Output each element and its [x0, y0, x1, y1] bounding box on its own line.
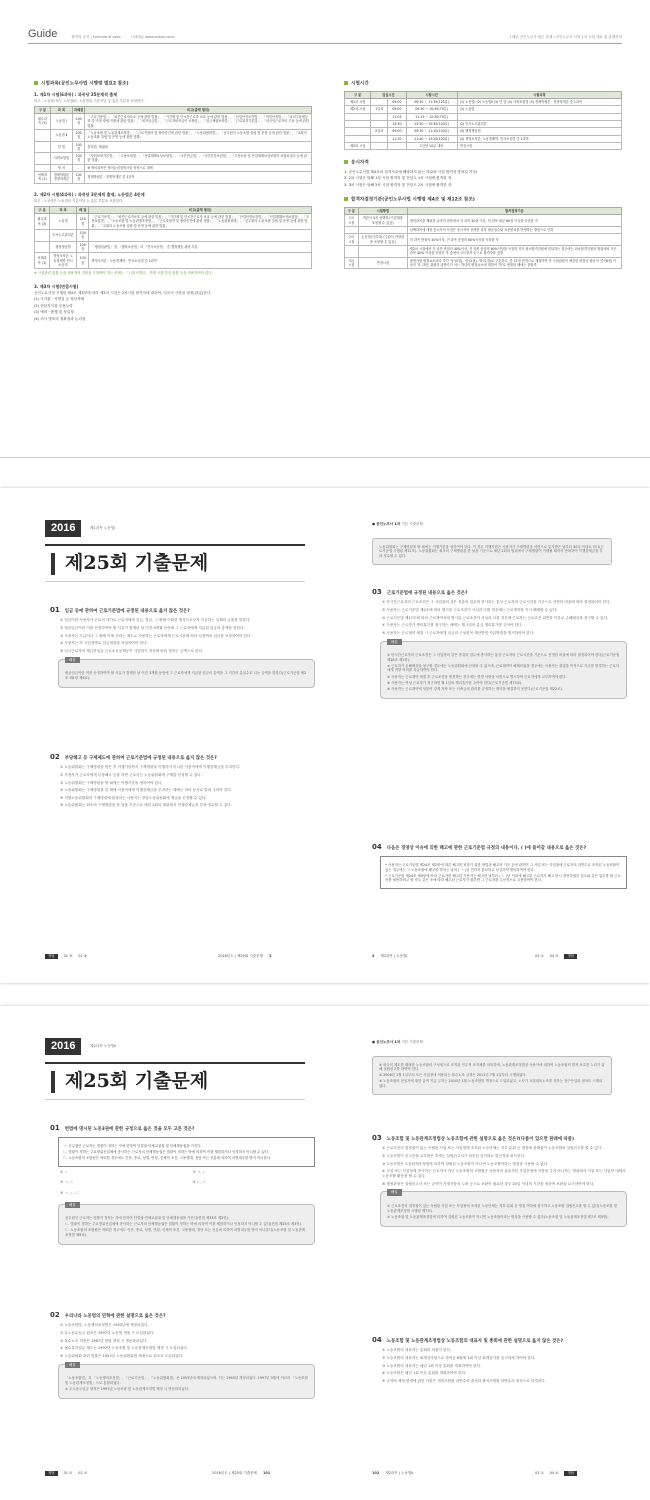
chapter-title-box [45, 1062, 305, 1100]
page-footer: 정답 01 ① 02 ① [45, 1471, 87, 1476]
square-bullet-icon [344, 160, 348, 164]
table-cell: 객관식 5지 선택형 (기입형을 포함할 수 있음) [358, 215, 407, 227]
answer-option: ① ㄱ [60, 1170, 68, 1175]
continued-explanation: 노동위원회는 구제명령을 할 때에는 이행기한을 정하여야 한다. 이 경우 이행기한은 사용자가 구제명령을 서면으로 통지받은 날부터 30일 이내로 한다(근로기준법 시행령 제11조). 노동위원회는 최초의 구제명령을 한 날을 기준으로 매년 2회의 범위에서 구제명령이 이행될 때까지 반복하여 이행강제금을 부과·징수할 수 있다. [372, 538, 612, 565]
square-bullet-icon [34, 81, 38, 85]
table-cell: 경영조직론 노동경제학 민사소송법 [50, 253, 77, 269]
table-cell [371, 142, 388, 149]
answer-option: ④ 사용자는 근로자가 생리휴가를 청구하는 때에는 월 1일의 유급 생리휴가를 주어야 한다. [382, 623, 523, 628]
page-title: 제25회 기출문제 [65, 1069, 209, 1092]
page-title: 제25회 기출문제 [65, 551, 209, 574]
table-cell: 경영조직론 · 노동경제학 · 민사소송법 중 1과목 [89, 253, 312, 269]
square-bullet-icon [344, 197, 348, 201]
answer-footer: 03 ① 04 ⑤ 정답 [535, 954, 577, 959]
explanation-box: 해설 ① 단시간근로자의 근로조건은 그 사업장의 같은 종류의 업무에 종사하는 통상 근로자의 근로시간을 기준으로 산정한 비율에 따라 결정되어야 한다(근로기준법 제18조 제1항). ② 근로자가 손해배상을 청구할 경우에는 노동위원회에 신청할 수 있으며, 근로계약이 해제되었을 경우에는 사용자는 취업을 목적으로 거주를 변경하는 근로자에게 귀향 여비를 지급하여야 한다. ③ 사용자는 근로계약 체결 후 근로조건을 변경하는 경우에는 변경 사항을 서면으로 명시하여 근로자에게 교부하여야 한다. ④ 사용자는 여성 근로자가 청구하면 월 1일의 생리휴가를 주어야 한다(근로기준법 제73조). ⑤ 사용자는 근로계약에 덧붙여 강제 저축 또는 저축금의 관리를 규정하는 계약을 체결하지 못한다(근로기준법 제22조). [380, 641, 627, 699]
table-cell: 각 과목 만점의 40%이상, 전 과목 총점의 60%이상을 득점한 자 [407, 234, 621, 246]
table-cell: 3차 시험 [345, 257, 359, 269]
answer-option: ④ 필수유지업무 제도는 1997년 노동조합 및 노동관계조정법 제정 시 도입되었다. [60, 1346, 188, 1351]
table-cell [358, 245, 407, 257]
answer-option: ③ 노동위원회는 구제명령을 할 때에는 이행기한을 정하여야 한다. [60, 780, 163, 785]
explanation-line: ③ 외국의 제도를 제외한 노동조합의 구성원으로 조직된 민주적 조직체를 의미하며, 노동관계조정법상 사용자에 대하여 노동조합의 법적 보호를 누리기 위해 설립신고를 하여야 한다. [379, 1062, 605, 1072]
list-item: (4) 의사 발표의 정확성과 논리성 [34, 316, 86, 321]
question: 01 헌법에 명시된 노동3권에 관한 규정으로 옳은 것을 모두 고른 것은? ㄱ. 공무원인 근로자는 법률이 정하는 자에 한하여 단결권·단체교섭권 및 단체행동권을 가진다. ㄴ. 법률이 정하는 주요방위산업체에 종사하는 근로자의 단체행동권은 법률이 정하는 바에 의하여 이를 제한하거나 인정하지 아니할 수 있다. ㄷ. 노동조합의 조합원은 어떠한 경우에도 인종, 종교, 성별, 연령, 신체적 조건, 고용형태, 정당 또는 신분에 의하여 차별대우를 받지 아니한다. ① ㄱ ② ㄱ, ㄴ ③ ㄱ, ㄷ ④ ㄴ, ㄷ ⑤ ㄱ, ㄴ, ㄷ 해설 공무원인 근로자는 법률이 정하는 자에 한하여 단결권·단체교섭권 및 단체행동권을 가진다(헌법 제33조 제2항). ㄴ. 법률이 정하는 주요방위산업체에 종사하는 근로자의 단체행동권은 법률이 정하는 바에 의하여 이를 제한하거나 인정하지 아니할 수 있다(헌법 제33조 제3항). ㄷ. 노동조합의 조합원은 어떠한 경우에도 인종, 종교, 성별, 연령, 신체적 조건, 고용형태, 정당 또는 신분에 의하여 차별대우를 받지 아니한다(노동조합 및 노동관계조정법 제9조). [50, 1124, 315, 1245]
answer-option: ③ ㄱ, ㄷ [60, 1180, 74, 1185]
table-cell: 1일차 [371, 106, 388, 113]
table-cell: 선택과목 (1) [35, 253, 50, 269]
guide-page [0, 0, 650, 458]
header-right: I 매년 공인노무사 최근 출제 I 공인노무사 시험 1차 시험 개요 및 출제경향 [509, 35, 622, 40]
table-header-cell: 입실시간 [371, 91, 406, 98]
table-cell: 「노동조합 및 노동관계조정법」, 「근로자참여 및 협력증진에 관한 법률」, 「노동위원회법」, 「공무원의 노동조합 설립 및 운영 등에 관한 법률」, 「교원의 노동조합 설립 및 운영 등에 관한 법률」 [85, 129, 312, 141]
table-cell: 100점 [72, 172, 85, 184]
table-header-cell: 배 점 [77, 206, 89, 213]
box-line: ㄱ. 공무원인 근로자는 법률이 정하는 자에 한하여 단결권·단체교섭권 및 단체행동권을 가진다. [63, 1143, 202, 1148]
running-header: ● 공인노무사 1차 기본 기출문제 [372, 522, 423, 526]
subject-label: 제1과목 노동법Ⅰ [90, 526, 116, 530]
list-item: (2) 전문지식과 응용능력 [34, 303, 73, 308]
qualification-list [344, 170, 622, 188]
table-cell [371, 113, 388, 120]
table-cell: 2일차 [371, 128, 388, 135]
answer-option: ⑤ 지방노동위원회의 구제명령에 불복하는 사용자는 중앙노동위원회에 재심을 신청할 수 있다. [60, 795, 207, 800]
explanation-line: ② 근로자가 손해배상을 청구할 경우에는 노동위원회에 신청할 수 있으며, 근로계약이 해제되었을 경우에는 사용자는 취업을 목적으로 거주를 변경하는 근로자에게 귀향 여비를 지급하여야 한다. [387, 663, 620, 673]
explanation-line: ③ 노동조합 및 노동관계조정법에 의하여 설립된 노동조합이 아니면 노동조합이라는 명칭을 사용할 수 없다(노동조합 및 노동관계조정법 제7조 제3항). [387, 1214, 609, 1219]
answer-option: ③ 노동조합의 대표자는 매년 1회 이상 총회를 개최하여야 한다. [382, 1363, 482, 1368]
table-cell: 노동법 [50, 214, 77, 230]
interview-criteria-list [34, 297, 312, 321]
table-cell: 면접시험 [457, 142, 621, 149]
table-cell: 선택과목 (1) [35, 172, 51, 184]
footer-title: 2016년도 | 제25회 기출문제 101 [212, 1471, 271, 1476]
table-header-cell: 과배점 [74, 107, 84, 112]
exam-page-2 [0, 1006, 650, 1500]
table-header-cell: 비고(출제 범위) [85, 106, 312, 113]
question: 02 우리나라 노동법의 연혁에 관한 설명으로 옳은 것은? ① 노동조합법, 노동쟁의조정법은 1953년에 제정되었다. ② 무노동무임금 원칙은 1997년 노동법 개정 시 도입되었다. ③ 복수노조 허용은 1987년 헌법 개정 시 명문화되었다. ④ 필수유지업무 제도는 1997년 노동조합 및 노동관계조정법 제정 시 도입되었다. ⑤ 노동위원회 관련 법률은 1953년 노동위원회법 제정으로 최초로 도입되었다. 해설 「노동조합법」과 「노동쟁의조정법」, 「근로기준법」, 「노동위원회법」은 1953년에 제정되었으며, 이는 1963년 개정되었다. 1997년 3월에 이르러 「노동조합 및 노동관계조정법」으로 통합되었다. ② 무노동무임금 원칙은 1997년 노동조합 및 노동관계조정법 제정 시 명문화되었다. [50, 1311, 315, 1399]
subsection-heading: 3. 제3차 시험(면접시험) [34, 283, 79, 289]
question: 04 노동조합 및 노동관계조정법상 노동조합의 대표자 및 총회에 관한 설명으로 옳지 않은 것은? ① 노동조합의 대표자는 총회의 의장이 된다. ② 노동조합의 대표자는 회계감사원으로 하여금 6월에 1회 이상 회계감사를 실시하게 하여야 한다. ③ 노동조합의 대표자는 매년 1회 이상 총회를 개최하여야 한다. ④ 노동조합은 매년 1회 이상 총회를 개최하여야 한다. ⑤ 규약의 제정·변경에 관한 사항은 재적조합원 과반수의 출석과 출석조합원 과반수의 찬성으로 의결한다. [372, 1336, 627, 1386]
table-cell: 11:05 [388, 113, 406, 120]
table-row [35, 214, 312, 230]
section-heading: 합격자결정기준(공인노무사법 시행령 제4조 및 제12조 참조) [344, 197, 622, 204]
explanation-line: ⑤ 사용자는 근로계약에 덧붙여 강제 저축 또는 저축금의 관리를 규정하는 계약을 체결하지 못한다(근로기준법 제22조). [387, 686, 563, 691]
answer-option: ① 노동조합법, 노동쟁의조정법은 1953년에 제정되었다. [60, 1323, 149, 1328]
guide-title: Guide [28, 28, 58, 41]
explanation-line: ㄷ. 노동조합의 조합원은 어떠한 경우에도 인종, 종교, 성별, 연령, 신체적 조건, 고용형태, 정당 또는 신분에 의하여 차별대우를 받지 아니한다(노동조합 및 노동관계조정법 제9조). [65, 1228, 306, 1237]
table-cell: 노동법 Ⅱ [50, 129, 72, 141]
table-cell: 「행정심판법」 및 「행정소송법」과 「민사소송법」 중 행정쟁송 관련 부분 [89, 241, 312, 253]
table-row [35, 172, 312, 184]
table-cell: 영 어 [50, 164, 72, 171]
table-cell [371, 99, 388, 106]
answer-option: ② 무노동무임금 원칙은 1997년 노동법 개정 시 도입되었다. [60, 1330, 155, 1335]
question-box [380, 856, 627, 889]
note: 비고 : 노동법Ⅰ 또는 노동법Ⅱ는 노동법의 기본이념 등 총론 부분을 포함한다. [34, 99, 145, 104]
explanation-line: ⑤ 노동조합의 전임자에 대한 급여 지급 금지는 2010년 1월 노동조합법 개정으로 도입되었고, 노사가 교섭대표노조를 정하는 창구단일화 절차도 시행되었다. [379, 1079, 603, 1088]
table-cell: 사회보험법 [50, 153, 72, 165]
answer-option: ③ 복수노조 허용은 1987년 헌법 개정 시 명문화되었다. [60, 1338, 148, 1343]
table-header-cell: 구 분 [345, 91, 371, 98]
question: 02 부당해고 등 구제제도에 관하여 근로기준법에 규정된 내용으로 옳지 않은 것은? ① 노동위원회는 구제명령을 받은 후 이행기한까지 구제명령을 이행하지 아니한 사용자에게 이행강제금을 부과한다. ② 사용자가 근로자에게 부당해고 등을 하면 근로자는 노동위원회에 구제를 신청할 수 있다. ③ 노동위원회는 구제명령을 할 때에는 이행기한을 정하여야 한다. ④ 노동위원회는 구제명령을 한 때에 사용자에게 이행강제금을 부과하는 때에는 미리 문서로 알려 주어야 한다. ⑤ 지방노동위원회의 구제명령에 불복하는 사용자는 중앙노동위원회에 재심을 신청할 수 있다. ⑥ 노동위원회는 최초의 구제명령을 한 날을 기준으로 매년 2회의 범위에서 이행강제금을 부과·징수할 수 있다. [50, 753, 315, 811]
table-row [35, 229, 312, 241]
explanation-line: ㄴ. 법률이 정하는 주요방위산업체에 종사하는 근로자의 단체행동권은 법률이 정하는 바에 의하여 이를 제한하거나 인정하지 아니할 수 있다(헌법 제33조 제3항). [65, 1222, 303, 1227]
note: ※ 시험관련 법률 등을 적용하여 정답을 구하여야 하는 문제는 「시험시행일」 현재 시행 중인 법률 등을 적용하여야 한다. [34, 271, 213, 276]
answer-option: ① 임금이란 사용자가 근로의 대가로 근로자에게 임금, 봉급, 그 밖에 어떠한 명칭으로든지 지급하는 일체의 금품을 말한다. [60, 618, 251, 623]
table-cell: - [72, 164, 85, 171]
table-cell: 150점 [77, 214, 89, 230]
note: 비고 : 노동법은 노동법의 기본이념 등 총론 부분을 포함한다. [34, 199, 124, 204]
answer-option: ⑤ 노동위원회 관련 법률은 1953년 노동위원회법 제정으로 최초로 도입되었다. [60, 1353, 184, 1358]
subsection-heading: 2. 제2차 시험(4과목) : 과목당 3문제씩 출제, 노동법은 4문제 [34, 191, 145, 197]
table-cell: 2차 시험 [345, 234, 359, 246]
box-line: ㄴ. 법률이 정하는 주요방위산업체에 종사하는 근로자의 단체행동권은 법률이 정하는 바에 의하여 이를 제한하거나 인정하지 아니할 수 있다. [63, 1150, 270, 1155]
year-badge: 2016 [45, 520, 81, 537]
answer-option: ⑤ 규약의 제정·변경에 관한 사항은 재적조합원 과반수의 출석과 출석조합원 과반수의 찬성으로 의결한다. [382, 1378, 546, 1383]
answer-option: ⑤ 행정관청은 설립신고서 또는 규약이 기재사항의 누락 등으로 보완이 필요한 경우 20일 이내의 기간을 정하여 보완을 요구하여야 한다. [382, 1181, 595, 1186]
page-number: 101 [262, 1471, 271, 1476]
table-cell: 선택과목에 대한 응시자의 득점은 응시자의 선택한 과목 평균점수와 표준편차를 반영하는 방법으로 산정 [407, 227, 621, 234]
answer-option: ④ 사용자는 각 사업장별로 임금대장을 작성하여야 한다. [60, 641, 148, 646]
continued-explanation [372, 1056, 612, 1095]
table-cell: 노동법 Ⅰ [50, 113, 72, 129]
table-cell: 제3차 시험 [345, 142, 371, 149]
table-header-cell: 구 분 [345, 208, 359, 215]
explanation-line: ① 근로조건의 결정권이 있는 독립된 사업 또는 사업장에 조직된 노동단체는 지부·분회 등 명칭 여하에 불구하고 노동조합 설립신고를 할 수 있다(노동조합 및 노동관계조정법 시행령 제7조). [387, 1203, 618, 1213]
table-cell: 100점 [72, 113, 85, 129]
running-header: ● 공인노무사 1차 기본 기출문제 [372, 1040, 423, 1044]
answer-option: ② 사용자가 근로자에게 부당해고 등을 하면 근로자는 노동위원회에 구제를 신청할 수 있다. [60, 772, 202, 777]
table-cell [345, 128, 371, 135]
table-header-cell: 구 분 [35, 206, 50, 213]
explanation-tag: 해설 [65, 657, 80, 664]
table-cell: 평정사항 평정요소마다 각각 '상'(3점), '중'(2점), '하'(1점)로 구분하고, 총 12점 만점으로 채점하여 각 시험위원이 채점한 평점의 평균이 '중'(8점) 이상인 자. 다만, 위원의 과반수가 어느 하나의 평정요소에 대하여 '하'로 평정한 때에는 불합격 [407, 257, 621, 269]
table-cell [371, 135, 388, 142]
table-cell: 09:30 ~ 10:45(75분) [406, 106, 457, 113]
answer-option: ② 사용자는 근로기준법 제2조에 따라 명시된 근로조건이 사실과 다를 경우에는 근로계약을 즉시 해제할 수 있다. [382, 607, 558, 612]
table-cell: 제2차 시험 [345, 106, 371, 113]
table-cell [89, 229, 312, 241]
table-row [35, 113, 312, 129]
answer-option: ② 노동조합의 대표자는 회계감사원으로 하여금 6월에 1회 이상 회계감사를 실시하게 하여야 한다. [382, 1355, 536, 1360]
answer-option: ④ 사업 또는 사업장에 종사하는 근로자가 아닌 노동조합의 조합원은 사용자의 효율적인 사업운영에 지장을 주지 아니하는 범위에서 사업 또는 사업장 내에서 노동조합 활동을 할 수 있다. [382, 1169, 626, 1178]
table-row [345, 106, 622, 113]
table-cell [345, 227, 359, 234]
table-cell: ※ 영어과목은 영어능력검정시험 성적으로 대체 [85, 164, 312, 171]
table-cell [35, 229, 50, 241]
answer-option: ⑥ 노동위원회는 최초의 구제명령을 한 날을 기준으로 매년 2회의 범위에서 이행강제금을 부과·징수할 수 있다. [60, 803, 232, 808]
page-footer: 정답 01 ⑤ 02 ⑥ [45, 954, 87, 959]
answer-option: ① 근로조건의 결정권이 없는 독립된 사업 또는 사업장에 조직된 노동단체는 지부·분회 등 명칭에 관계없이 노동조합의 설립신고를 할 수 있다. [382, 1146, 603, 1151]
table-cell: 09:00 [388, 128, 406, 135]
table-row [35, 253, 312, 269]
table-cell [358, 227, 407, 234]
table-cell: 100점 [72, 153, 85, 165]
table-cell: 「사회보장기본법」, 「고용보험법」, 「산업재해보상보험법」, 「국민연금법」, 「국민건강보험법」, 「고용보험 및 산업재해보상보험의 보험료징수 등에 관한 법률」 [85, 153, 312, 165]
table-cell: 09:30 ~ 11:35(125분) [406, 99, 457, 106]
table-row [35, 153, 312, 165]
table-cell: 총칙편, 채권편 [85, 141, 312, 153]
section-heading: 시험시간 [344, 81, 622, 88]
table-cell: 영어과목을 제외한 나머지 과목에서 각 과목 40점 이상, 전 과목 평균 60점 이상을 득점한 자 [407, 215, 621, 227]
subjects-table-1 [34, 106, 312, 184]
answer-option: ② ㄱ, ㄴ [192, 1170, 207, 1175]
answer-option: ② 노동조합이 신고증을 교부받은 후에는 설립신고서가 잘못된 것이라도 법인격을 취득한다. [382, 1153, 526, 1158]
table-cell: 경제학원론 경영학개론 [50, 172, 72, 184]
table-cell: 100점 [72, 129, 85, 141]
table-cell: (1) 노동법Ⅰ (2) 노동법Ⅱ (3) 민 법 (4) 사회보험법 (5) 경제학원론 · 경영학개론 중 1과목 [457, 99, 621, 106]
page-number: 3 [268, 954, 272, 959]
table-cell: (3) 행정쟁송법 [457, 128, 621, 135]
table-cell: 11:15 ~ 12:30(75분) [406, 113, 457, 120]
table-row [345, 227, 622, 234]
pass-criteria-table [344, 207, 622, 269]
explanation-line: 공무원인 근로자는 법률이 정하는 자에 한하여 단결권·단체교섭권 및 단체행동권을 가진다(헌법 제33조 제2항). [65, 1216, 229, 1221]
table-cell [345, 113, 371, 120]
table-row [345, 120, 622, 127]
square-bullet-icon [344, 81, 348, 85]
page-footer: 4 제1과목 | 노동법Ⅰ [372, 954, 408, 959]
table-header-cell: 시험방법 [358, 208, 407, 215]
list-item: 3. 3차 시험은 당해 2차 시험 합격자 및 전년도 2차 시험에 합격한 자 [344, 182, 452, 187]
table-header-cell: 시험과목 [457, 91, 621, 98]
answer-option: ③ 노동조합은 노동관계조정법에 의하여 설립된 노동조합이 아니면 노동조합이라는 명칭을 사용할 수 없다. [382, 1161, 549, 1166]
answer-footer: 03 ① 04 ④ 정답 [535, 1471, 577, 1476]
exam-page-1 [0, 488, 650, 983]
explanation-box: 해설 공무원인 근로자는 법률이 정하는 자에 한하여 단결권·단체교섭권 및 단체행동권을 가진다(헌법 제33조 제2항). ㄴ. 법률이 정하는 주요방위산업체에 종사하는 근로자의 단체행동권은 법률이 정하는 바에 의하여 이를 제한하거나 인정하지 아니할 수 있다(헌법 제33조 제3항). ㄷ. 노동조합의 조합원은 어떠한 경우에도 인종, 종교, 성별, 연령, 신체적 조건, 고용형태, 정당 또는 신분에 의하여 차별대우를 받지 아니한다(노동조합 및 노동관계조정법 제9조). [58, 1204, 315, 1245]
explanation-line: ③ 사용자는 근로계약 체결 후 근로조건을 변경하는 경우에는 변경 사항을 서면으로 명시하여 근로자에게 교부하여야 한다. [387, 674, 567, 679]
table-cell [345, 120, 371, 127]
answer-option: ① 노동위원회는 구제명령을 받은 후 이행기한까지 구제명령을 이행하지 아니한 사용자에게 이행강제금을 부과한다. [60, 765, 241, 770]
explanation-line: ④ 사용자는 여성 근로자가 청구하면 월 1일의 생리휴가를 주어야 한다(근로기준법 제73조). [387, 680, 523, 685]
answer-option: ④ ㄴ, ㄷ [192, 1180, 207, 1185]
table-row [345, 128, 622, 135]
table-header-cell: 비고(출제 범위) [89, 206, 312, 213]
table-row [345, 257, 622, 269]
table-row [345, 234, 622, 246]
table-cell: 제1차 시험 [345, 99, 371, 106]
table-cell: 필수과목 (3) [35, 214, 50, 230]
list-item: (3) 예의 · 품행 및 성실성 [34, 310, 74, 315]
table-cell: 경제학원론 · 경영학개론 중 1과목 [85, 172, 312, 184]
explanation-box: 해설 「노동조합법」과 「노동쟁의조정법」, 「근로기준법」, 「노동위원회법」은 1953년에 제정되었으며, 이는 1963년 개정되었다. 1997년 3월에 이르러 「노동조합 및 노동관계조정법」으로 통합되었다. ② 무노동무임금 원칙은 1997년 노동조합 및 노동관계조정법 제정 시 명문화되었다. [58, 1364, 315, 1399]
answer-option: ② 평균임금이란 이를 산정하여야 할 사유가 발생한 날 이전 3개월 동안에 그 근로자에게 지급된 임금의 총액을 말한다. [60, 625, 245, 630]
page-footer: 102 제2과목 | 노동법Ⅱ [372, 1471, 413, 1476]
table-cell: 「근로기준법」, 「파견근로자보호 등에 관한 법률」, 「기간제 및 단시간근로자 보호 등에 관한 법률」, 「산업안전보건법」, 「산업재해보상보험법」, 「고용보험법」, 「노동조합 및 노동관계조정법」, 「근로자참여 및 협력증진에 관한 법률」, 「노동위원회법」, 「공무원의 노동조합 설립 및 운영 등에 관한 법률」, 「교원의 노동조합 설립 및 운영 등에 관한 법률」 [89, 214, 312, 230]
question: 01 임금 등에 관하여 근로기준법에 규정된 내용으로 옳지 않은 것은? ① 임금이란 사용자가 근로의 대가로 근로자에게 임금, 봉급, 그 밖에 어떠한 명칭으로든지 지급하는 일체의 금품을 말한다. ② 평균임금이란 이를 산정하여야 할 사유가 발생한 날 이전 3개월 동안에 그 근로자에게 지급된 임금의 총액을 말한다. ③ 사용자는 도급이나 그 밖에 이에 준하는 제도로 사용하는 근로자에게 근로시간에 따라 일정액의 임금을 보장하여야 한다. ④ 사용자는 각 사업장별로 임금대장을 작성하여야 한다. ⑤ 임금근로자의 재금한임금 근로소득공제등이 사업하기 적정에 따라 정하는 금액으로 한다. 해설 평균임금이란 이를 산정하여야 할 사유가 발생한 날 이전 3개월 동안에 그 근로자에게 지급된 임금의 총액을 그 기간의 총일수로 나눈 금액을 말한다(근로기준법 제2조 제1항 제6호). [50, 606, 315, 688]
table-row [35, 164, 312, 171]
table-row [345, 135, 622, 142]
table-cell [35, 153, 51, 165]
answer-option: ③ 근로기준법 제17조에 따라 근로계약서에 명시된 근로조건이 사실과 다를 경우에 근로자는 근로조건 위반을 이유로 손해배상을 청구할 수 있다. [382, 615, 609, 620]
table-row [345, 215, 622, 227]
explanation-line: 「노동조합법」과 「노동쟁의조정법」, 「근로기준법」, 「노동위원회법」은 1953년에 제정되었으며, 이는 1963년 개정되었다. 1997년 3월에 이르러 「노동조합 및 노동관계조정법」으로 통합되었다. [65, 1376, 308, 1385]
table-cell [35, 241, 50, 253]
answer-option: ⑤ 임금근로자의 재금한임금 근로소득공제등이 사업하기 적정에 따라 정하는 금액으로 한다. [60, 648, 204, 653]
explanation-box: 해설 평균임금이란 이를 산정하여야 할 사유가 발생한 날 이전 3개월 동안에 그 근로자에게 지급된 임금의 총액을 그 기간의 총일수로 나눈 금액을 말한다(근로기준법 제2조 제1항 제6호). [58, 659, 315, 688]
explanation-box: 해설 ① 근로조건의 결정권이 있는 독립된 사업 또는 사업장에 조직된 노동단체는 지부·분회 등 명칭 여하에 불구하고 노동조합 설립신고를 할 수 있다(노동조합 및 노동관계조정법 시행령 제7조). ③ 노동조합 및 노동관계조정법에 의하여 설립된 노동조합이 아니면 노동조합이라는 명칭을 사용할 수 없다(노동조합 및 노동관계조정법 제7조 제3항). [380, 1191, 627, 1226]
explanation-line: ② 무노동무임금 원칙은 1997년 노동조합 및 노동관계조정법 제정 시 명문화되었다. [65, 1386, 189, 1391]
table-cell: (4) 경영조직론, 노동경제학, 민사소송법 중 1과목 [457, 135, 621, 142]
table-cell [345, 245, 359, 257]
table-cell: 09:30 ~ 11:10(100분) [406, 128, 457, 135]
answer-option: ① 단시간근로자의 근로조건은 그 사업장의 같은 종류의 업무에 종사하는 통상 근로자의 근로시간을 기준으로 산정한 비율에 따라 결정되어야 한다. [382, 600, 611, 605]
table-row [345, 142, 622, 149]
table-cell: 13:50 ~ 15:30(100분) [406, 120, 457, 127]
question: 03 근로기준법에 규정된 내용으로 옳은 것은? ① 단시간근로자의 근로조건은 그 사업장의 같은 종류의 업무에 종사하는 통상 근로자의 근로시간을 기준으로 산정한 비율에 따라 결정되어야 한다. ② 사용자는 근로기준법 제2조에 따라 명시된 근로조건이 사실과 다를 경우에는 근로계약을 즉시 해제할 수 있다. ③ 근로기준법 제17조에 따라 근로계약서에 명시된 근로조건이 사실과 다를 경우에 근로자는 근로조건 위반을 이유로 손해배상을 청구할 수 있다. ④ 사용자는 근로자가 생리휴가를 청구하는 때에는 월 1일의 유급 생리휴가를 주어야 한다. ⑤ 사용자는 근로계약 체결 시 근로자에게 임금의 구성항목·계산방법·지급방법을 명시하여야 한다. 해설 ① 단시간근로자의 근로조건은 그 사업장의 같은 종류의 업무에 종사하는 통상 근로자의 근로시간을 기준으로 산정한 비율에 따라 결정되어야 한다(근로기준법 제18조 제1항). ② 근로자가 손해배상을 청구할 경우에는 노동위원회에 신청할 수 있으며, 근로계약이 해제되었을 경우에는 사용자는 취업을 목적으로 거주를 변경하는 근로자에게 귀향 여비를 지급하여야 한다. ③ 사용자는 근로계약 체결 후 근로조건을 변경하는 경우에는 변경 사항을 서면으로 명시하여 근로자에게 교부하여야 한다. ④ 사용자는 여성 근로자가 청구하면 월 1일의 생리휴가를 주어야 한다(근로기준법 제73조). ⑤ 사용자는 근로계약에 덧붙여 강제 저축 또는 저축금의 관리를 규정하는 계약을 체결하지 못한다(근로기준법 제22조). [372, 588, 627, 699]
timetable [344, 91, 622, 151]
table-row [345, 113, 622, 120]
left-column [34, 78, 312, 323]
table-cell: 「근로기준법」, 「파견근로자보호 등에 관한 법률」, 「기간제 및 단시간근로자 보호 등에 관한 법률」, 「산업안전보건법」, 「직업안정법」, 「남녀고용평등과 일·가정 양립 지원에 관한 법률」, 「최저임금법」, 「근로자퇴직급여 보장법」, 「임금채권보장법」, 「근로복지기본법」, 「외국인근로자의 고용 등에 관한 법률」 [85, 113, 312, 129]
list-item: (1) 국가관 · 사명감 등 정신자세 [34, 297, 85, 302]
table-row [35, 241, 312, 253]
table-header-cell: 합격결정기준 [407, 208, 621, 215]
table-header-cell: 시험시간 [406, 91, 457, 98]
table-cell: 100점 [72, 141, 85, 153]
table-cell [35, 141, 51, 153]
table-cell: 1차 시험 [345, 215, 359, 227]
table-row [35, 129, 312, 141]
table-cell [35, 164, 51, 171]
box-line: • 근로기준법 제24조 제4항에 따라 근로자를 해고한 사용자는 해고한 날부터 ( ㄴ )년 이내에 해고된 근로자가 해고 당시 담당하였던 업무와 같은 업무를 할 근로자를 채용하려고 할 경우 같은 조에 따라 해고된 근로자가 원하면 그 근로자를 우선적으로 고용하여야 한다. [385, 873, 621, 883]
table-header-cell: 구 분 [35, 106, 51, 113]
explanation-line: ① 단시간근로자의 근로조건은 그 사업장의 같은 종류의 업무에 종사하는 통상 근로자의 근로시간을 기준으로 산정한 비율에 따라 결정되어야 한다(근로기준법 제18조 제1항). [387, 653, 620, 662]
list-item: 1. 공인노무사법 제4조의 결격사유에 해당하지 않는 자(2차 시험 합격자 발표일 기준) [344, 169, 478, 174]
answer-option: ① 노동조합의 대표자는 총회의 의장이 된다. [382, 1348, 452, 1353]
page-header [28, 28, 622, 44]
table-header-cell: 과 목 [50, 206, 77, 213]
table-cell: 인사노무관리론 [50, 229, 77, 241]
table-cell: 09:00 [388, 99, 406, 106]
table-header-cell: 과 목 [50, 106, 72, 113]
section-heading: 응시자격 [344, 160, 622, 167]
explanation-line: ④ 2006년 1월 1일부터 모든 사업장에 적용되는 복수노조 규정은 2011년 7월 1일부터 시행되었다. [379, 1073, 527, 1078]
table-cell [457, 113, 621, 120]
table-cell: 행정쟁송법 [50, 241, 77, 253]
table-cell: 논문형(기록식) (주관식 단답형을 포함할 수 있음) [358, 234, 407, 246]
subject-label: 제2과목 노동법Ⅱ [90, 1044, 117, 1048]
table-cell: 100점 [77, 253, 89, 269]
section-heading: 시험과목(공인노무사법 시행령 별표2 참조) [34, 81, 312, 88]
table-cell: 100점 [77, 241, 89, 253]
answer-option: ⑤ 사용자는 근로계약 체결 시 근로자에게 임금의 구성항목·계산방법·지급방법을 명시하여야 한다. [382, 630, 535, 635]
table-cell: 면접시험 [358, 257, 407, 269]
answer-option: ③ 사용자는 도급이나 그 밖에 이에 준하는 제도로 사용하는 근로자에게 근로시간에 따라 일정액의 임금을 보장하여야 한다. [60, 633, 252, 638]
table-row [35, 141, 312, 153]
table-row [345, 99, 622, 106]
answer-option: ④ 노동조합은 매년 1회 이상 총회를 개최하여야 한다. [382, 1371, 467, 1376]
answer-option: ④ 노동위원회는 구제명령을 한 때에 사용자에게 이행강제금을 부과하는 때에는 미리 문서로 알려 주어야 한다. [60, 788, 232, 793]
table-cell [388, 142, 406, 149]
year-badge: 2016 [45, 1038, 81, 1055]
table-cell: 09:00 [388, 106, 406, 113]
subjects-table-2 [34, 206, 312, 269]
table-cell: 1인당 10분 내외 [406, 142, 457, 149]
table-cell: 11:30 [388, 135, 406, 142]
footer-title: 2016년도 | 제25회 기출문제 3 [218, 954, 272, 959]
table-row [345, 245, 622, 257]
subsection-heading: 1. 제1차 시험(6과목) : 과목당 25문제씩 출제 [34, 91, 118, 97]
table-cell [345, 135, 371, 142]
right-column [344, 78, 622, 269]
table-cell [371, 120, 388, 127]
header-site: 시대에듀 www.sdedu.co.kr [130, 35, 175, 40]
paragraph: 공인노무사법 시행령 제4조 제3항에 따라 제3차 시험은 2차시험 합격자에 대하여, 다음의 사항을 평정(評定)한다. [34, 291, 212, 296]
table-cell: 13:30 [388, 120, 406, 127]
question: 04 다음은 경영상 이유에 의한 해고에 관한 근로기준법 규정의 내용이다. ( )에 들어갈 내용으로 옳은 것은? • 사용자는 근로기준법 제24조 제2항에 따른 해고를 피하기 위한 방법과 해고의 기준 등에 관하여 그 사업 또는 사업장에 근로자의 과반수로 조직된 노동조합이 있는 경우에는 그 노동조합에 해고를 하려는 날의 ( ㄱ )일 전까지 통보하고 성실하게 협의하여야 한다. • 근로기준법 제24조 제4항에 따라 근로자를 해고한 사용자는 해고한 날부터 ( ㄴ )년 이내에 해고된 근로자가 해고 당시 담당하였던 업무와 같은 업무를 할 근로자를 채용하려고 할 경우 같은 조에 따라 해고된 근로자가 원하면 그 근로자를 우선적으로 고용하여야 한다. [372, 843, 627, 889]
table-cell: (1) 노동법 [457, 106, 621, 113]
list-item: 2. 2차 시험은 당해 1차 시험 합격자 및 전년도 1차 시험에 합격한 자 [344, 176, 452, 181]
table-cell: 11:40 ~ 13:20(100분) [406, 135, 457, 142]
chapter-title-box [45, 544, 305, 582]
box-line: ㄷ. 노동조합의 조합원은 어떠한 경우에도 인종, 종교, 성별, 연령, 신체적 조건, 고용형태, 정당 또는 신분에 의하여 차별대우를 받지 아니한다. [63, 1156, 272, 1161]
question: 03 노동조합 및 노동관계조정법상 노동조합에 관한 설명으로 옳은 것은?(다툼이 있으면 판례에 따름) ① 근로조건의 결정권이 없는 독립된 사업 또는 사업장에 조직된 노동단체는 지부·분회 등 명칭에 관계없이 노동조합의 설립신고를 할 수 있다. ② 노동조합이 신고증을 교부받은 후에는 설립신고서가 잘못된 것이라도 법인격을 취득한다. ③ 노동조합은 노동관계조정법에 의하여 설립된 노동조합이 아니면 노동조합이라는 명칭을 사용할 수 없다. ④ 사업 또는 사업장에 종사하는 근로자가 아닌 노동조합의 조합원은 사용자의 효율적인 사업운영에 지장을 주지 아니하는 범위에서 사업 또는 사업장 내에서 노동조합 활동을 할 수 있다. ⑤ 행정관청은 설립신고서 또는 규약이 기재사항의 누락 등으로 보완이 필요한 경우 20일 이내의 기간을 정하여 보완을 요구하여야 한다. 해설 ① 근로조건의 결정권이 있는 독립된 사업 또는 사업장에 조직된 노동단체는 지부·분회 등 명칭 여하에 불구하고 노동조합 설립신고를 할 수 있다(노동조합 및 노동관계조정법 시행령 제7조). ③ 노동조합 및 노동관계조정법에 의하여 설립된 노동조합이 아니면 노동조합이라는 명칭을 사용할 수 없다(노동조합 및 노동관계조정법 제7조 제3항). [372, 1134, 627, 1227]
box-line: • 사용자는 근로기준법 제24조 제2항에 따른 해고를 피하기 위한 방법과 해고의 기준 등에 관하여 그 사업 또는 사업장에 근로자의 과반수로 조직된 노동조합이 있는 경우에는 그 노동조합에 해고를 하려는 날의 ( ㄱ )일 전까지 통보하고 성실하게 협의하여야 한다. [385, 862, 620, 872]
table-cell: 제2차 시험에서 각 과목 만점의 40%이상, 전 과목 총점의 60%이상을 득점한 자가 최소합격인원에 미달하는 경우에는 최소합격인원의 범위에서 모든 과목 40% 이상을 득점한 자 중에서 고득점자 순으로 합격자를 결정 [407, 245, 621, 257]
table-cell: 민 법 [50, 141, 72, 153]
table-cell: (2) 인사노무관리론 [457, 120, 621, 127]
table-cell [35, 129, 51, 141]
answer-option: ⑤ ㄱ, ㄴ, ㄷ [60, 1190, 80, 1195]
table-cell: 100점 [77, 229, 89, 241]
question-box [58, 1137, 315, 1167]
header-slogan: 합격의 공식 | Formula of pass [71, 35, 121, 40]
table-cell: 필수과목 (5) [35, 113, 51, 129]
